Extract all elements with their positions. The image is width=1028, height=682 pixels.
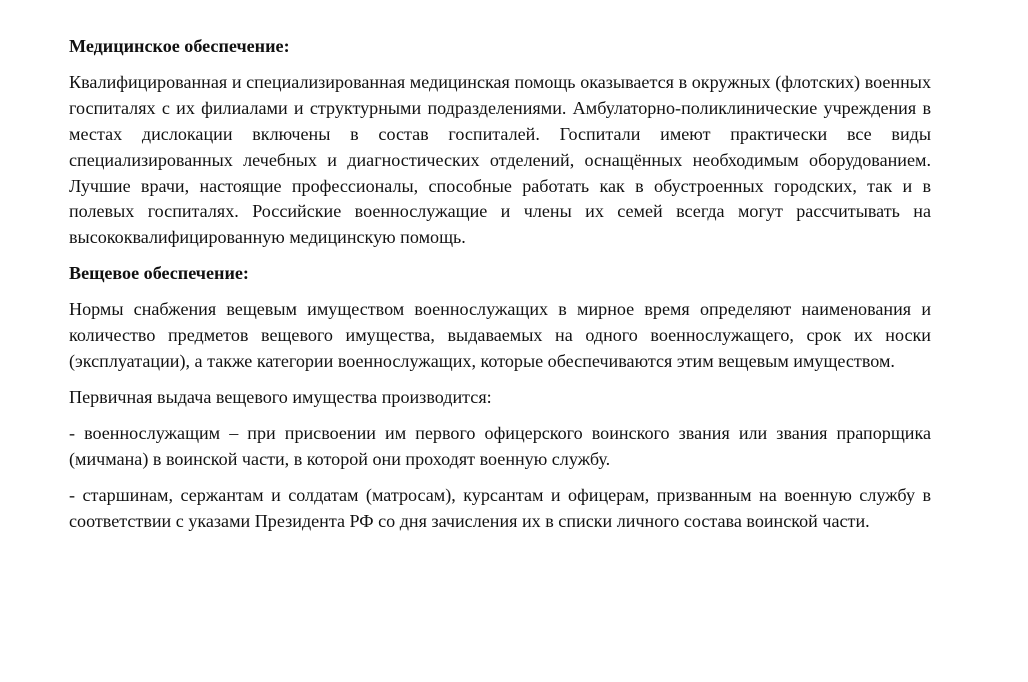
paragraph-initial-issue: Первичная выдача вещевого имущества производится:: [69, 386, 492, 407]
list-item-sergeants-soldiers: - старшинам, сержантам и солдатам (матросам), курсантам и офицерам, призванным на военную службу в соответствии с указами Президента РФ со дня зачисления их в списки личного состава воинской части.: [69, 484, 931, 531]
section-heading-clothing: Вещевое обеспечение:: [69, 263, 249, 284]
paragraph-clothing-norms: Нормы снабжения вещевым имуществом военнослужащих в мирное время определяют наименования и количество предметов вещевого имущества, выдаваемых на одного военнослужащего, срок их носки (эксплуатации), а также категории военнослужащих, которые обеспечиваются этим вещевым имуществом.: [69, 299, 931, 371]
document-page: [69, 34, 931, 544]
list-item-servicemen: - военнослужащим – при присвоении им первого офицерского воинского звания или звания прапорщика (мичмана) в воинской части, в которой они проходят военную службу.: [69, 422, 931, 469]
paragraph-medical: Квалифицированная и специализированная медицинская помощь оказывается в окружных (флотских) военных госпиталях с их филиалами и структурными подразделениями. Амбулаторно-поликлинические учреждения в местах дислокации включены в состав госпиталей. Госпитали имеют практически все виды специализированных лечебных и диагностических отделений, оснащённых необходимым оборудованием. Лучшие врачи, настоящие профессионалы, способные работать как в обустроенных городских, так и в полевых госпиталях. Российские военнослужащие и члены их семей всегда могут рассчитывать на высококвалифицированную медицинскую помощь.: [69, 71, 931, 248]
section-heading-medical: Медицинское обеспечение:: [69, 36, 290, 56]
